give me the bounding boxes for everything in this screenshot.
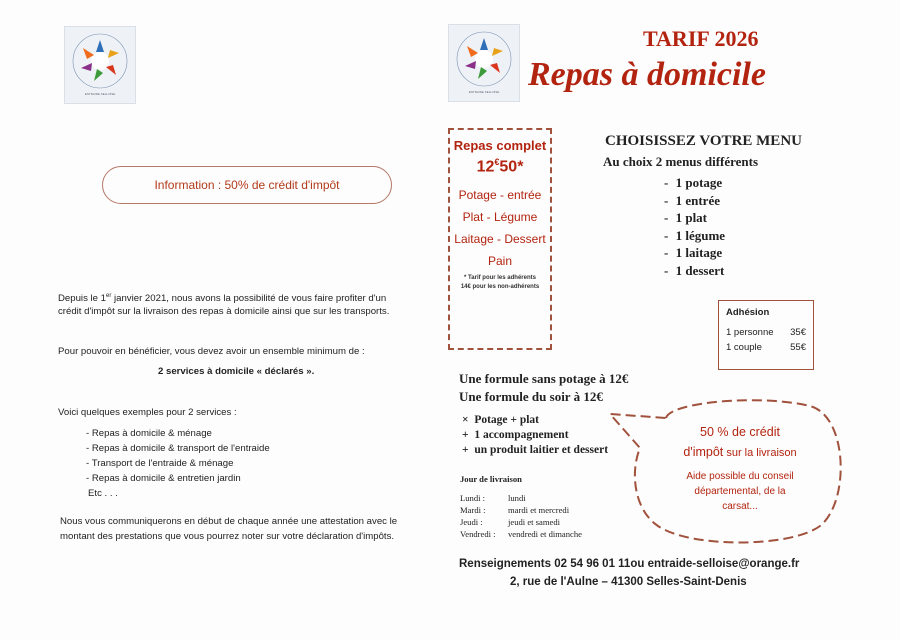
bubble-aide: Aide possible du conseil départemental, de la carsat...: [686, 471, 794, 512]
menu-item: Plat - Légume: [462, 210, 538, 225]
formula-items: [462, 413, 608, 458]
example-item: - Repas à domicile & entretien jardin: [86, 473, 241, 484]
menu-note-1: * Tarif pour les adhérents: [464, 275, 536, 282]
menu-item: Laitage - Dessert: [454, 232, 546, 247]
intro-line-1b: janvier 2021, nous avons la possibilité de vous faire profiter d'un: [111, 293, 387, 305]
adhesion-box: [718, 300, 814, 370]
example-etc: Etc . . .: [88, 488, 118, 499]
menu-item: Potage - entrée: [458, 188, 542, 203]
hands-logo-icon: [70, 31, 130, 91]
menu-price: 12€50*: [476, 157, 524, 176]
hands-logo-icon: [454, 29, 514, 89]
menu-price-box: [448, 128, 552, 350]
choice-item: - 1 plat: [664, 210, 708, 226]
formula-item: × Potage + plat: [462, 414, 539, 426]
tarif-heading: TARIF 2026: [643, 26, 759, 51]
formula-1: Une formule sans potage à 12€: [459, 371, 629, 386]
attestation-line-1: Nous vous communiquerons en début de chaque année une attestation avec le: [60, 516, 398, 527]
choices-list: [664, 174, 725, 280]
choice-item: - 1 entrée: [664, 192, 720, 208]
menu-box-heading: Repas complet: [453, 138, 547, 153]
logo-caption: ENTRAIDE SELLOISE: [468, 90, 500, 94]
choice-item: - 1 laitage: [664, 245, 723, 261]
intro-paragraph: [58, 290, 438, 318]
delivery-row: Lundi : lundi: [460, 493, 526, 503]
adhesion-title: Adhésion: [726, 307, 770, 318]
adhesion-row: 1 couple 55€: [726, 342, 806, 353]
delivery-table: [460, 492, 582, 540]
example-item: - Repas à domicile & transport de l'entraide: [86, 443, 270, 454]
condition-bold: 2 services à domicile « déclarés ».: [158, 366, 315, 377]
page-title: Repas à domicile: [528, 56, 766, 93]
menu-item: Pain: [487, 254, 513, 269]
info-credit-text: Information : 50% de crédit d'impôt: [154, 178, 340, 192]
formula-2: Une formule du soir à 12€: [459, 389, 603, 404]
delivery-row: Mardi : mardi et mercredi: [460, 505, 570, 515]
delivery-row: Vendredi : vendredi et dimanche: [460, 529, 582, 539]
attestation-paragraph: [60, 514, 440, 544]
bubble-line-1: 50 % de crédit: [700, 425, 780, 439]
intro-line-1a: Depuis le 1: [58, 293, 106, 305]
logo-left: [64, 26, 136, 104]
delivery-title: Jour de livraison: [460, 474, 522, 484]
info-credit-pill: [102, 166, 392, 204]
contact-line: Renseignements 02 54 96 01 11ou entraide-selloise@orange.fr: [459, 558, 800, 570]
examples-intro: Voici quelques exemples pour 2 services :: [58, 407, 237, 418]
choice-item: - 1 potage: [664, 175, 723, 190]
adhesion-row: 1 personne 35€: [726, 327, 806, 338]
formula-item: + 1 accompagnement: [462, 429, 569, 441]
choice-item: - 1 dessert: [664, 262, 725, 278]
attestation-line-2: montant des prestations que vous pourrez noter sur votre déclaration d'impôts.: [60, 531, 395, 542]
intro-sup: er: [106, 293, 112, 299]
address-line: 2, rue de l'Aulne – 41300 Selles-Saint-Denis: [510, 576, 747, 588]
choose-menu-title: CHOISISSEZ VOTRE MENU: [605, 133, 802, 149]
formula-item: + un produit laitier et dessert: [462, 444, 609, 456]
bubble-content: [640, 425, 840, 514]
delivery-row: Jeudi : jeudi et samedi: [460, 517, 561, 527]
menu-note-2: 14€ pour les non-adhérents: [460, 284, 540, 291]
condition-paragraph: Pour pouvoir en bénéficier, vous devez avoir un ensemble minimum de :: [58, 346, 365, 357]
example-item: - Transport de l'entraide & ménage: [86, 458, 234, 469]
bubble-line-2: d'impôt sur la livraison: [683, 445, 797, 459]
choice-item: - 1 légume: [664, 227, 726, 243]
choose-menu-subtitle: Au choix 2 menus différents: [603, 154, 759, 169]
examples-list: [86, 426, 270, 501]
logo-right: [448, 24, 520, 102]
logo-caption: ENTRAIDE SELLOISE: [84, 92, 116, 96]
intro-line-2: crédit d'impôt sur la livraison des repas à domicile ainsi que sur les transports.: [58, 306, 390, 318]
example-item: - Repas à domicile & ménage: [86, 428, 212, 439]
intro-line-1: [58, 290, 438, 305]
